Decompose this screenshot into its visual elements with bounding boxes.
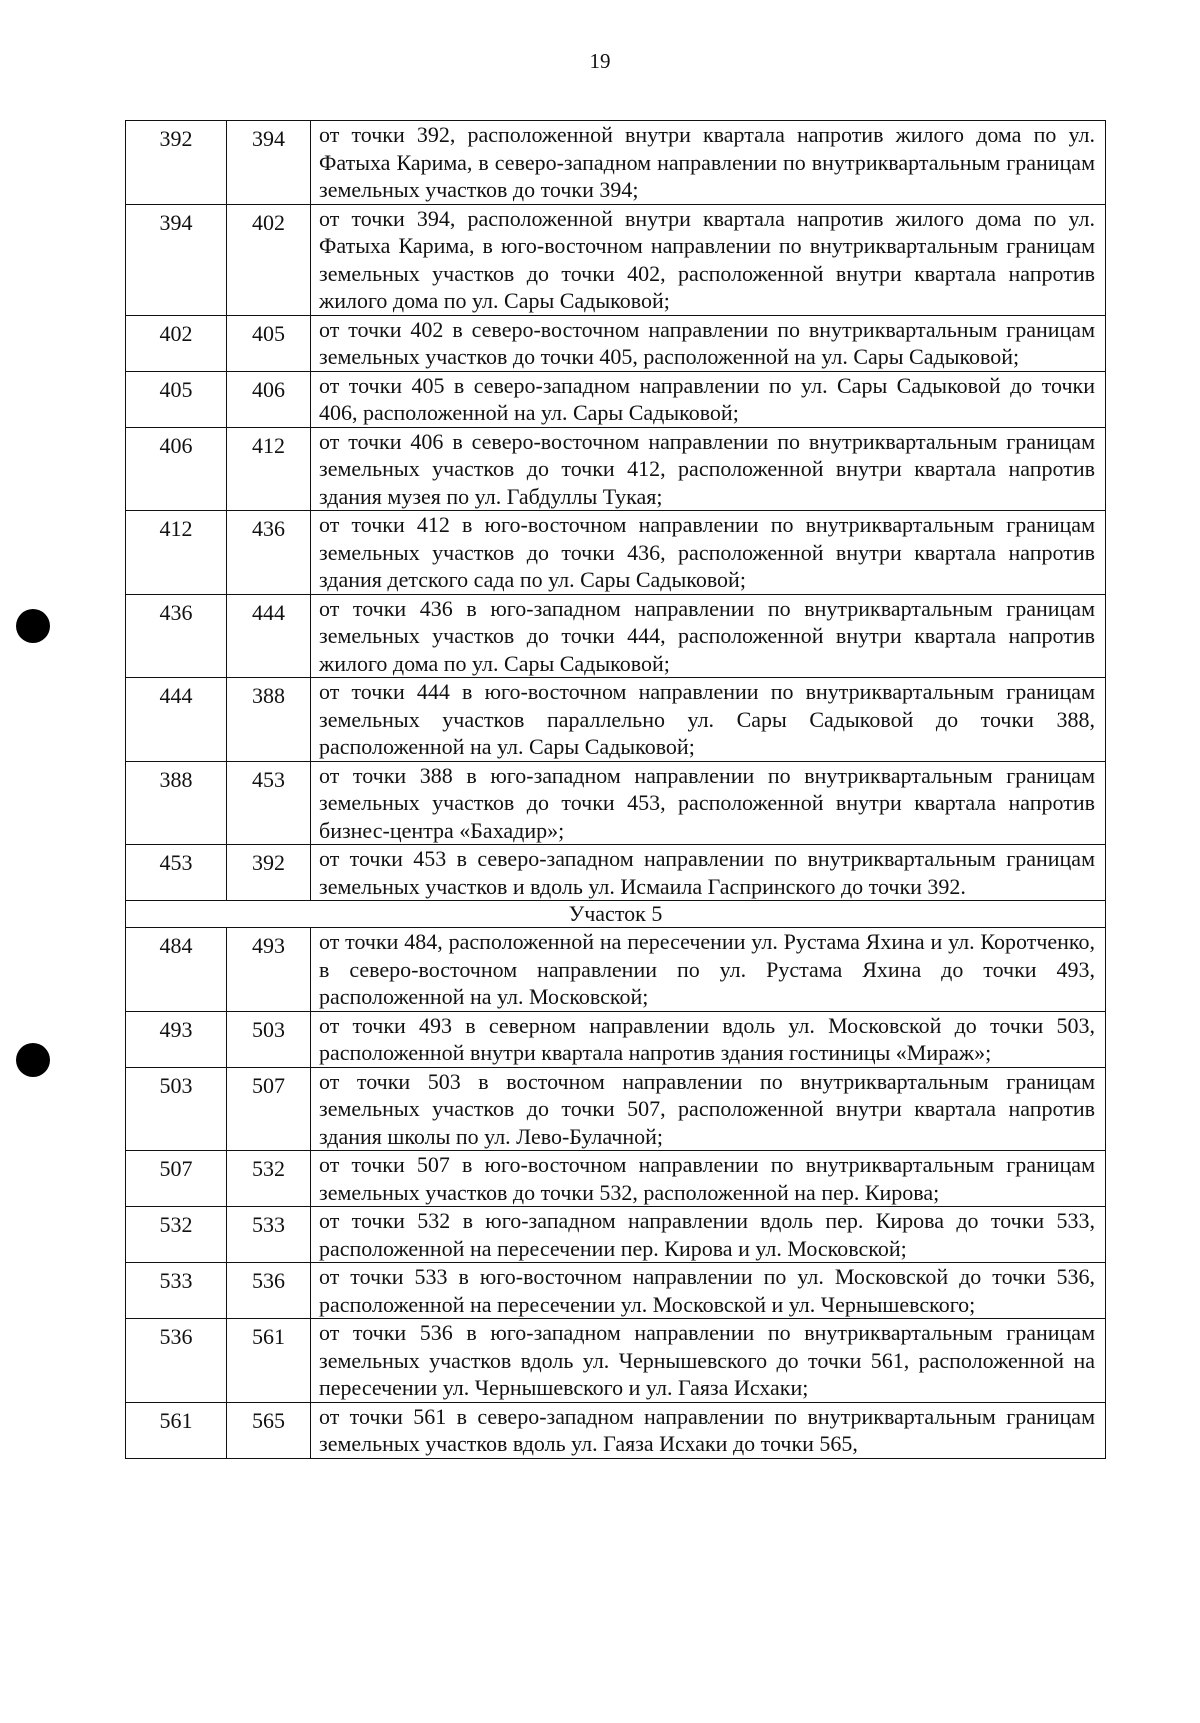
- table-row: [126, 928, 1106, 1012]
- table-row: [126, 1151, 1106, 1207]
- section-title: Участок 5: [126, 901, 1106, 928]
- route-description-cell: от точки 444 в юго-восточном направлении по внутриквартальным границам земельных участков параллельно ул. Сары Садыковой до точки 388, расположенной на ул. Сары Садыковой;: [311, 678, 1106, 762]
- to-point-cell: 436: [227, 511, 311, 595]
- from-point-cell: 536: [126, 1319, 227, 1403]
- to-point-cell: 453: [227, 761, 311, 845]
- boundary-points-table: [125, 120, 1106, 1459]
- to-point-cell: 532: [227, 1151, 311, 1207]
- page-number: 19: [589, 49, 611, 73]
- table-row: [126, 1319, 1106, 1403]
- table-row: [126, 121, 1106, 205]
- from-point-cell: 444: [126, 678, 227, 762]
- from-point-cell: 507: [126, 1151, 227, 1207]
- to-point-cell: 412: [227, 427, 311, 511]
- to-point-cell: 507: [227, 1067, 311, 1151]
- section-header-row: [126, 901, 1106, 928]
- route-description-cell: от точки 406 в северо-восточном направлении по внутриквартальным границам земельных участков до точки 412, расположенной внутри квартала напротив здания музея по ул. Габдуллы Тукая;: [311, 427, 1106, 511]
- route-description-cell: от точки 503 в восточном направлении по внутриквартальным границам земельных участков до точки 507, расположенной внутри квартала напротив здания школы по ул. Лево-Булачной;: [311, 1067, 1106, 1151]
- from-point-cell: 532: [126, 1207, 227, 1263]
- to-point-cell: 392: [227, 845, 311, 901]
- to-point-cell: 533: [227, 1207, 311, 1263]
- table-row: [126, 1207, 1106, 1263]
- punch-hole-mark: [16, 1043, 50, 1077]
- route-description-cell: от точки 392, расположенной внутри квартала напротив жилого дома по ул. Фатыха Карима, в северо-западном направлении по внутриквартальным границам земельных участков до точки 394;: [311, 121, 1106, 205]
- to-point-cell: 536: [227, 1263, 311, 1319]
- route-description-cell: от точки 388 в юго-западном направлении по внутриквартальным границам земельных участков до точки 453, расположенной внутри квартала напротив бизнес-центра «Бахадир»;: [311, 761, 1106, 845]
- to-point-cell: 406: [227, 371, 311, 427]
- table-row: [126, 204, 1106, 315]
- table-row: [126, 594, 1106, 678]
- table-row: [126, 761, 1106, 845]
- table-row: [126, 315, 1106, 371]
- from-point-cell: 394: [126, 204, 227, 315]
- route-description-cell: от точки 507 в юго-восточном направлении по внутриквартальным границам земельных участков до точки 532, расположенной на пер. Кирова;: [311, 1151, 1106, 1207]
- route-description-cell: от точки 561 в северо-западном направлении по внутриквартальным границам земельных участков вдоль ул. Гаяза Исхаки до точки 565,: [311, 1402, 1106, 1458]
- table-row: [126, 371, 1106, 427]
- to-point-cell: 503: [227, 1011, 311, 1067]
- table-row: [126, 511, 1106, 595]
- to-point-cell: 394: [227, 121, 311, 205]
- table-row: [126, 427, 1106, 511]
- table-row: [126, 678, 1106, 762]
- table-row: [126, 1067, 1106, 1151]
- to-point-cell: 405: [227, 315, 311, 371]
- table-row: [126, 1402, 1106, 1458]
- from-point-cell: 533: [126, 1263, 227, 1319]
- table-row: [126, 1263, 1106, 1319]
- to-point-cell: 388: [227, 678, 311, 762]
- table-row: [126, 1011, 1106, 1067]
- from-point-cell: 405: [126, 371, 227, 427]
- to-point-cell: 561: [227, 1319, 311, 1403]
- route-description-cell: от точки 436 в юго-западном направлении по внутриквартальным границам земельных участков до точки 444, расположенной внутри квартала напротив жилого дома по ул. Сары Садыковой;: [311, 594, 1106, 678]
- route-description-cell: от точки 533 в юго-восточном направлении по ул. Московской до точки 536, расположенной на пересечении ул. Московской и ул. Чернышевского;: [311, 1263, 1106, 1319]
- route-description-cell: от точки 402 в северо-восточном направлении по внутриквартальным границам земельных участков до точки 405, расположенной на ул. Сары Садыковой;: [311, 315, 1106, 371]
- from-point-cell: 436: [126, 594, 227, 678]
- route-description-cell: от точки 484, расположенной на пересечении ул. Рустама Яхина и ул. Коротченко, в северо-восточном направлении по ул. Рустама Яхина до точки 493, расположенной на ул. Московской;: [311, 928, 1106, 1012]
- from-point-cell: 503: [126, 1067, 227, 1151]
- from-point-cell: 406: [126, 427, 227, 511]
- to-point-cell: 444: [227, 594, 311, 678]
- from-point-cell: 388: [126, 761, 227, 845]
- route-description-cell: от точки 536 в юго-западном направлении по внутриквартальным границам земельных участков вдоль ул. Чернышевского до точки 561, расположенной на пересечении ул. Чернышевского и ул. Гаяза Исхаки;: [311, 1319, 1106, 1403]
- route-description-cell: от точки 532 в юго-западном направлении вдоль пер. Кирова до точки 533, расположенной на пересечении пер. Кирова и ул. Московской;: [311, 1207, 1106, 1263]
- from-point-cell: 392: [126, 121, 227, 205]
- from-point-cell: 561: [126, 1402, 227, 1458]
- route-description-cell: от точки 493 в северном направлении вдоль ул. Московской до точки 503, расположенной внутри квартала напротив здания гостиницы «Мираж»;: [311, 1011, 1106, 1067]
- to-point-cell: 493: [227, 928, 311, 1012]
- from-point-cell: 412: [126, 511, 227, 595]
- to-point-cell: 565: [227, 1402, 311, 1458]
- route-description-cell: от точки 394, расположенной внутри квартала напротив жилого дома по ул. Фатыха Карима, в юго-восточном направлении по внутриквартальным границам земельных участков до точки 402, расположенной внутри квартала напротив жилого дома по ул. Сары Садыковой;: [311, 204, 1106, 315]
- punch-hole-mark: [16, 609, 50, 643]
- from-point-cell: 453: [126, 845, 227, 901]
- route-description-cell: от точки 453 в северо-западном направлении по внутриквартальным границам земельных участков и вдоль ул. Исмаила Гаспринского до точки 392.: [311, 845, 1106, 901]
- route-description-cell: от точки 405 в северо-западном направлении по ул. Сары Садыковой до точки 406, расположенной на ул. Сары Садыковой;: [311, 371, 1106, 427]
- to-point-cell: 402: [227, 204, 311, 315]
- table-row: [126, 845, 1106, 901]
- route-description-cell: от точки 412 в юго-восточном направлении по внутриквартальным границам земельных участков до точки 436, расположенной внутри квартала напротив здания детского сада по ул. Сары Садыковой;: [311, 511, 1106, 595]
- from-point-cell: 493: [126, 1011, 227, 1067]
- from-point-cell: 402: [126, 315, 227, 371]
- from-point-cell: 484: [126, 928, 227, 1012]
